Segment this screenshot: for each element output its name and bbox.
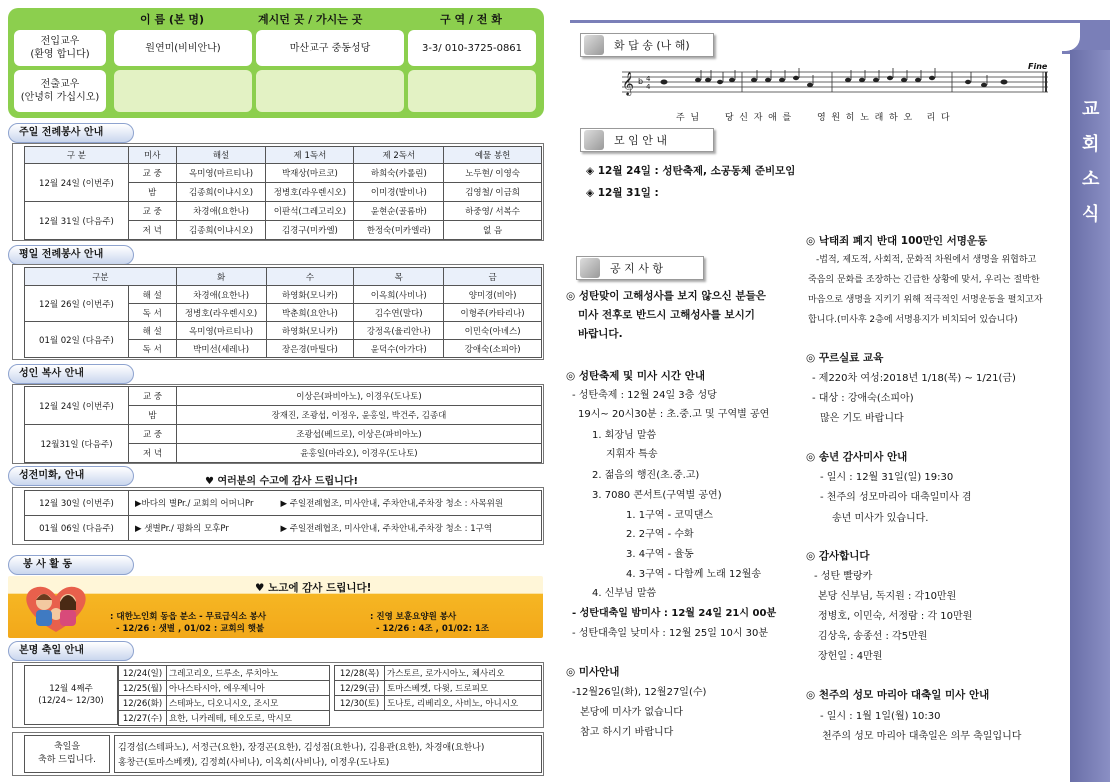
xmas-line: 19시~ 20시30분 : 초.중.고 및 구역별 공연 (578, 409, 770, 420)
weekday-cell: 이옥희(사비나) (354, 286, 444, 304)
weekday-cell: 장은경(마틸다) (266, 340, 354, 358)
weekday-cell: 정병호(라우렌시오) (176, 304, 266, 322)
weekday-h1: 화 (176, 268, 266, 286)
transfer-out-place (256, 70, 404, 112)
sunday-title: 주일 전례봉사 안내 (8, 123, 134, 143)
congrats-names-2: 홍창근(토마스베켓), 김정희(사비나), 이옥희(사비나), 이정우(도나토) (118, 758, 390, 768)
weekday-date-2: 01월 02일 (다음주) (25, 322, 129, 358)
altar-title: 성인 복사 안내 (8, 364, 134, 384)
transfer-header-place: 계시던 곳 / 가시는 곳 (258, 13, 363, 26)
altar-names: 조광섭(베드로), 이상은(파비아노) (177, 425, 542, 444)
feast-date: 12/27(수) (119, 711, 167, 726)
transfer-out-phone (408, 70, 536, 112)
weekday-cell: 박춘희(요안나) (266, 304, 354, 322)
xmas-line: 3. 4구역 - 율동 (626, 549, 694, 560)
feast-names: 도나토, 리베리오, 사비노, 아니시오 (385, 696, 542, 711)
transfer-in-label-1: 전입교우 (40, 36, 80, 47)
xmas-line: 1. 1구역 - 코믹댄스 (626, 510, 714, 521)
sunday-cell: 차경애(요한나) (176, 202, 266, 221)
feast-week-1: 12월 4째주 (49, 684, 93, 694)
weekday-cell: 하영화(모니카) (266, 286, 354, 304)
feast-right-table (334, 665, 542, 711)
feast-left-table (118, 665, 330, 726)
sunday-mass: 밤 (128, 183, 176, 202)
sunday-h0: 구 분 (25, 147, 129, 164)
feast-date: 12/25(월) (119, 681, 167, 696)
thanks-line: - 성탄 빨랑카 (814, 571, 873, 582)
xmas-line: 2. 2구역 - 수화 (626, 529, 694, 540)
xmas-line: 2. 젊음의 행진(초.중.고) (592, 470, 700, 481)
weekday-h3: 목 (354, 268, 444, 286)
xmas-line: 지휘자 특송 (606, 449, 658, 460)
thanks-line: 장헌일 : 4만원 (818, 651, 883, 662)
feast-names: 스테파노, 디오니시오, 조시모 (167, 696, 330, 711)
sunday-cell: 이판석(그레고리오) (266, 202, 354, 221)
weekday-role: 해 설 (128, 286, 176, 304)
xmas-line: 4. 3구역 - 다함께 노래 12월송 (626, 569, 762, 580)
meeting-2: ◈ 12월 31일 : (586, 187, 659, 199)
weekday-cell: 강애숙(소피아) (444, 340, 542, 358)
meeting-1: ◈ 12월 24일 : 성탄축제, 소공동체 준비모임 (586, 165, 796, 177)
abortion-line: -법적, 제도적, 사회적, 문화적 차원에서 생명을 위협하고 (816, 255, 1037, 265)
sunday-mass: 저 녁 (128, 221, 176, 240)
service-right-2: - 12/26 : 4조 , 01/02: 1조 (376, 624, 490, 634)
weekday-h2: 수 (266, 268, 354, 286)
hymn-lyrics: 주 님 당 신 자 애 를 영 원 히 노 래 하 오 리 다 (676, 113, 950, 123)
notice-title: 공 지 사 항 (610, 262, 663, 275)
transfer-in-name: 원연미(비비안나) (114, 30, 252, 66)
beauty-thanks: ♥ 여러분의 수고에 감사 드립니다! (205, 476, 359, 487)
feast-names: 토마스베켓, 다윗, 드로피모 (385, 681, 542, 696)
transfer-in-label (14, 30, 106, 66)
feast-date: 12/28(목) (335, 666, 385, 681)
sunday-cell: 하희숙(카롤린) (354, 164, 444, 183)
transfer-header-area: 구 역 / 전 화 (440, 13, 502, 26)
abortion-line: 마음으로 생명을 지키기 위해 적극적인 서명운동을 펼치고자 (808, 295, 1043, 305)
feast-names: 가스토르, 로가시아노, 체사리오 (385, 666, 542, 681)
mass-line: -12월26일(화), 12월27일(수) (572, 687, 707, 698)
weekday-title: 평일 전례봉사 안내 (8, 245, 134, 265)
svg-text:4: 4 (646, 75, 651, 83)
feast-date: 12/26(화) (119, 696, 167, 711)
feast-date: 12/24(일) (119, 666, 167, 681)
sunday-cell: 없 음 (444, 221, 542, 240)
altar-date-2: 12월31일 (다음주) (25, 425, 129, 463)
mary-title: ◎ 천주의 성모 마리아 대축일 미사 안내 (806, 689, 990, 701)
feast-title: 본명 축일 안내 (8, 641, 134, 661)
altar-names: 장재진, 조광섭, 이정우, 윤홍일, 박건주, 김종대 (177, 406, 542, 425)
top-rule (570, 20, 1080, 23)
altar-names: 윤홍일(마라오), 이경우(도나토) (177, 444, 542, 463)
yearend-line: 송년 미사가 있습니다. (832, 513, 929, 524)
sunday-h3: 제 1독서 (266, 147, 354, 164)
beauty-title: 성전미화, 안내 (8, 466, 134, 486)
cursillo-line: - 대상 : 강애숙(소피아) (812, 393, 914, 404)
sunday-cell: 노두현/ 이영숙 (444, 164, 542, 183)
feast-date: 12/30(토) (335, 696, 385, 711)
transfer-in-label-2: (환영 합니다) (30, 49, 90, 60)
family-illustration (14, 580, 98, 636)
weekday-cell: 박미선(세레나) (176, 340, 266, 358)
sunday-cell: 하중영/ 서복수 (444, 202, 542, 221)
transfer-out-name (114, 70, 252, 112)
altar-mass: 저 녁 (129, 444, 177, 463)
thanks-line: 정병호, 이민숙, 서정람 : 각 10만원 (818, 611, 973, 622)
service-left-1: : 대한노인회 동읍 분소 - 무료급식소 봉사 (110, 612, 267, 622)
family-illustration-icon (14, 580, 98, 636)
transfer-out-label-2: (안녕히 가십시오) (20, 92, 100, 103)
mass-title: ◎ 미사안내 (566, 666, 620, 678)
sunday-cell: 정병호(라우렌시오) (266, 183, 354, 202)
notice-2: 미사 전후로 반드시 고해성사를 보시기 (578, 309, 755, 321)
sunday-date-2: 12월 31일 (다음주) (25, 202, 129, 240)
weekday-cell: 이형주(카타리나) (444, 304, 542, 322)
sunday-h5: 예물 봉헌 (444, 147, 542, 164)
sunday-table (24, 146, 542, 240)
mass-line: 본당에 미사가 없습니다 (580, 707, 683, 718)
altar-table (24, 386, 542, 463)
altar-date-1: 12월 24일 (이번주) (25, 387, 129, 425)
xmas-line: - 성탄축제 : 12월 24일 3층 성당 (572, 390, 717, 401)
xmas-title: ◎ 성탄축제 및 미사 시간 안내 (566, 370, 706, 382)
beauty-duty: ▶ 주일전례협조, 미사안내, 주차안내,주차장 청소 : 1구역 (279, 516, 542, 541)
congrats-label (24, 735, 110, 773)
sunday-cell: 윤현순(골롬바) (354, 202, 444, 221)
beauty-date-1: 12월 30일 (이번주) (25, 491, 129, 516)
sunday-cell: 김종희(이냐시오) (176, 221, 266, 240)
sunday-h1: 미사 (128, 147, 176, 164)
yearend-line: - 일시 : 12월 31일(일) 19:30 (820, 472, 954, 483)
side-char: 교 (1082, 99, 1100, 120)
side-char: 회 (1082, 134, 1100, 155)
service-left-2: - 12/26 : 샛별 , 01/02 : 교회의 햇불 (116, 624, 265, 634)
abortion-line: 합니다.(미사후 2층에 서명용지가 비치되어 있습니다) (808, 315, 1018, 325)
feast-date: 12/29(금) (335, 681, 385, 696)
transfer-out-label (14, 70, 106, 112)
mary-line: - 일시 : 1월 1일(월) 10:30 (820, 711, 941, 722)
mary-line: 천주의 성모 마리아 대축일은 의무 축일입니다 (822, 731, 1022, 742)
yearend-title: ◎ 송년 감사미사 안내 (806, 451, 908, 463)
sunday-date-1: 12월 24일 (이번주) (25, 164, 129, 202)
weekday-cell: 옥미영(마르티나) (176, 322, 266, 340)
xmas-line: 3. 7080 콘서트(구역별 공연) (592, 490, 722, 501)
transfer-in-place: 마산교구 중동성당 (256, 30, 404, 66)
weekday-cell: 김수연(말다) (354, 304, 444, 322)
thanks-line: 본당 신부님, 독지원 : 각10만원 (818, 591, 957, 602)
feast-names: 요한, 니카레테, 테오도로, 막시모 (167, 711, 330, 726)
sunday-cell: 김영철/ 이금희 (444, 183, 542, 202)
transfer-header-name: 이 름 (본 명) (140, 13, 205, 26)
sheet-music (612, 64, 1052, 100)
sunday-mass: 교 중 (128, 164, 176, 183)
weekday-cell: 윤덕수(아가다) (354, 340, 444, 358)
altar-mass: 밤 (129, 406, 177, 425)
xmas-night-mass: - 성탄대축일 밤미사 : 12월 24일 21시 00분 (572, 608, 777, 619)
sunday-cell: 이미경(발비나) (354, 183, 444, 202)
yearend-line: - 천주의 성모마리아 대축일미사 겸 (820, 492, 972, 503)
fine-mark: Fine (1028, 62, 1048, 71)
weekday-role: 독 서 (128, 304, 176, 322)
sunday-cell: 김종희(이냐시오) (176, 183, 266, 202)
weekday-date-1: 12월 26일 (이번주) (25, 286, 129, 322)
weekday-role: 독 서 (128, 340, 176, 358)
meeting-title-box (580, 128, 714, 152)
svg-text:b: b (638, 77, 644, 86)
feast-week-2: (12/24~ 12/30) (38, 696, 104, 706)
weekday-cell: 양미경(비아) (444, 286, 542, 304)
portrait-icon (584, 130, 604, 150)
weekday-cell: 강정옥(율리안나) (354, 322, 444, 340)
side-char: 식 (1082, 204, 1100, 225)
transfer-in-phone: 3-3/ 010-3725-0861 (408, 30, 536, 66)
xmas-line: 1. 회장님 말씀 (592, 430, 657, 441)
beauty-duty: ▶ 주일전례협조, 미사안내, 주차안내,주차장 청소 : 사목위원 (279, 491, 542, 516)
xmas-line: 4. 신부님 말씀 (592, 588, 657, 599)
notice-title-box (576, 256, 704, 280)
portrait-icon (584, 35, 604, 55)
cursillo-line: 많은 기도 바랍니다 (820, 413, 904, 424)
xmas-day-mass: - 성탄대축일 낮미사 : 12월 25일 10시 30분 (572, 628, 769, 639)
portrait-icon (580, 258, 600, 278)
mass-line: 참고 하시기 바랍니다 (580, 727, 674, 738)
service-title: 봉 사 활 동 (8, 555, 134, 575)
altar-mass: 교 중 (129, 425, 177, 444)
altar-names: 이상은(파비아노), 이경우(도나토) (177, 387, 542, 406)
hymn-title: 화 답 송 (나 해) (614, 39, 690, 52)
weekday-role: 해 설 (128, 322, 176, 340)
weekday-h0: 구분 (25, 268, 177, 286)
hymn-title-box (580, 33, 714, 57)
weekday-cell: 차경애(요한나) (176, 286, 266, 304)
cursillo-line: - 제220차 여성:2018년 1/18(목) ~ 1/21(금) (812, 373, 1016, 384)
side-char: 소 (1082, 169, 1100, 190)
beauty-group: ▶ 샛별Pr./ 평화의 모후Pr (129, 516, 279, 541)
notice-3: 바랍니다. (578, 328, 623, 340)
abortion-title: ◎ 낙태죄 폐지 반대 100만인 서명운동 (806, 235, 988, 247)
congrats-label-2: 축하 드립니다. (38, 755, 96, 765)
weekday-table (24, 267, 542, 358)
feast-names: 아나스타시아, 에우제니아 (167, 681, 330, 696)
svg-text:𝄞: 𝄞 (622, 71, 634, 95)
thanks-title: ◎ 감사합니다 (806, 550, 870, 562)
congrats-label-1: 축일을 (53, 742, 81, 752)
transfer-out-label-1: 전출교우 (40, 79, 80, 90)
music-staff-icon (612, 64, 1052, 100)
abortion-line: 죽음의 문화를 조장하는 긴급한 상황에 맞서, 우리는 절박한 (808, 275, 1040, 285)
beauty-date-2: 01월 06일 (다음주) (25, 516, 129, 541)
service-thanks: ♥ 노고에 감사 드립니다! (255, 582, 372, 594)
beauty-table (24, 490, 542, 541)
sunday-h4: 제 2독서 (354, 147, 444, 164)
beauty-group: ▶바다의 별Pr./ 교회의 어머니Pr (129, 491, 279, 516)
altar-mass: 교 중 (129, 387, 177, 406)
side-title (1070, 50, 1110, 782)
weekday-h4: 금 (444, 268, 542, 286)
thanks-line: 김상욱, 송종선 : 각5만원 (818, 631, 928, 642)
sunday-cell: 한정숙(미카엘라) (354, 221, 444, 240)
sunday-mass: 교 중 (128, 202, 176, 221)
congrats-names-1: 김경섭(스테파노), 서정근(요한), 장경곤(요한), 김성점(요한나), 김용관(요한), 차경애(요한나) (118, 743, 485, 753)
sunday-h2: 해설 (176, 147, 266, 164)
notice-1: ◎ 성탄맞이 고해성사를 보지 않으신 분들은 (566, 290, 766, 302)
sunday-cell: 김경구(미카엘) (266, 221, 354, 240)
meeting-title: 모 임 안 내 (614, 134, 667, 147)
service-right-1: : 진영 보훈요양원 봉사 (370, 612, 457, 622)
feast-names: 그레고리오, 드루소, 루치아노 (167, 666, 330, 681)
weekday-cell: 이민숙(아녜스) (444, 322, 542, 340)
cursillo-title: ◎ 꾸르실료 교육 (806, 352, 884, 364)
feast-week (24, 665, 118, 725)
sunday-cell: 박재상(마르코) (266, 164, 354, 183)
sunday-cell: 옥미영(마르티나) (176, 164, 266, 183)
svg-text:4: 4 (646, 83, 651, 91)
weekday-cell: 하영화(모니카) (266, 322, 354, 340)
